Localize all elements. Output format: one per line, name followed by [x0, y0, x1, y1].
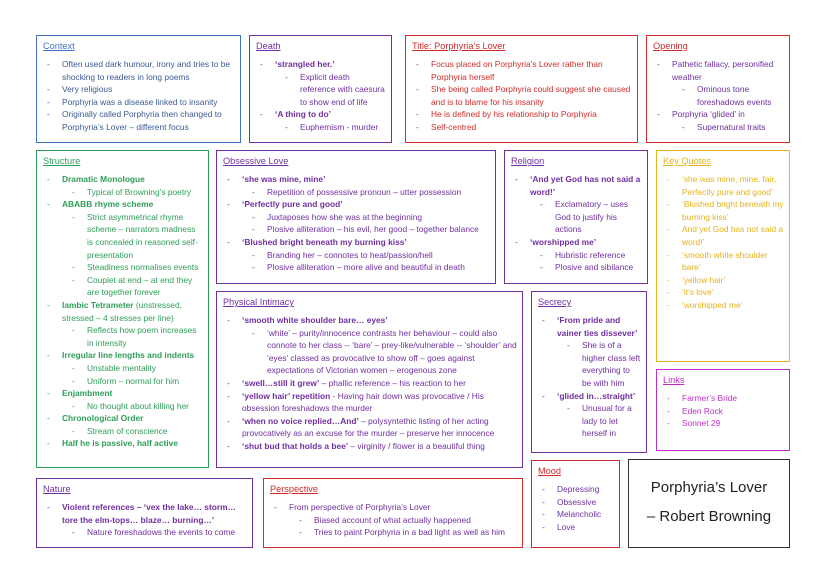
list-item: [43, 58, 235, 83]
bullet-dash: -: [47, 438, 50, 449]
item-text: Farmer’s Bride: [682, 393, 738, 403]
item-text: ‘when no voice replied…And’: [242, 415, 359, 426]
nature-title: Nature: [43, 484, 71, 494]
bullet-dash: -: [682, 121, 685, 132]
list-item: [223, 249, 490, 262]
list-item: [43, 299, 203, 324]
intimacy-title: Physical Intimacy: [223, 297, 294, 307]
item-text: ‘Blushed bright beneath my burning kiss’: [242, 236, 407, 247]
item-text: Depressing: [557, 484, 600, 494]
item-text: Pathetic fallacy, personified weather: [672, 59, 774, 82]
item-text: ‘worshipped me’: [682, 299, 743, 310]
list-item: [223, 173, 490, 186]
bullet-dash: -: [667, 174, 670, 184]
item-text: Strict asymmetrical rhyme scheme – narrators madness is concealed in reasoned self-presentation: [87, 211, 198, 260]
list-item: [663, 198, 784, 223]
mood-list: [538, 483, 614, 533]
poem-title: Porphyria’s Lover: [650, 479, 768, 496]
title-analysis-box: [405, 35, 638, 143]
bullet-dash: -: [657, 109, 660, 120]
bullet-dash: -: [47, 59, 50, 69]
bullet-dash: -: [416, 109, 419, 120]
item-text: Explicit death reference with caesura to show end of life: [300, 71, 385, 107]
item-text: Half he is passive, half active: [62, 438, 178, 449]
bullet-dash: -: [667, 405, 670, 416]
death-title: Death: [256, 41, 281, 51]
item-text: ABABB rhyme scheme: [62, 199, 154, 210]
item-text: ‘yellow hair’: [682, 274, 726, 285]
religion-list: [511, 173, 642, 274]
item-text: Stream of conscience: [87, 425, 168, 436]
item-text: And yet God has not said a word!’: [682, 224, 784, 247]
list-item: [256, 108, 386, 121]
list-item: [43, 362, 203, 375]
links-list: [663, 392, 784, 430]
nature-list: [43, 501, 247, 539]
item-text: ‘Perfectly pure and good’: [242, 199, 343, 210]
item-text: Reflects how poem increases in intensity: [87, 325, 197, 348]
perspective-list: [270, 501, 517, 539]
list-item: [653, 83, 784, 108]
item-text: ‘And yet God has not said a word!’: [530, 174, 641, 197]
item-text: ‘Blushed bright beneath my burning kiss’: [682, 199, 784, 222]
list-item: [43, 324, 203, 349]
bullet-dash: -: [72, 274, 75, 285]
list-item: [43, 198, 203, 211]
bullet-dash: -: [567, 340, 570, 351]
list-item: [43, 349, 203, 362]
bullet-dash: -: [72, 527, 75, 538]
opening-box: [646, 35, 790, 143]
list-item: [43, 261, 203, 274]
item-text: Nature foreshadows the events to come: [87, 527, 236, 538]
bullet-dash: -: [542, 521, 545, 532]
bullet-dash: -: [667, 418, 670, 429]
item-text: ‘she was mine, mine. fair, Perfectly pure and good’: [682, 174, 777, 197]
bullet-dash: -: [542, 509, 545, 520]
item-text: Tries to paint Porphyria in a bad light as well as him: [314, 527, 506, 538]
obsessive-love-box: [216, 150, 496, 284]
bullet-dash: -: [252, 186, 255, 197]
item-text: Eden Rock: [682, 405, 723, 416]
bullet-dash: -: [47, 109, 50, 120]
item-text-continued: – phallic reference – his reaction to her: [319, 377, 466, 388]
list-item: [43, 412, 203, 425]
item-text: He is defined by his relationship to Porphyria: [431, 109, 597, 120]
bullet-dash: -: [72, 362, 75, 373]
item-text: Self-centred: [431, 121, 477, 132]
list-item: [43, 425, 203, 438]
mood-title: Mood: [538, 466, 561, 476]
list-item: [43, 211, 203, 261]
bullet-dash: -: [542, 315, 545, 325]
bullet-dash: -: [299, 514, 302, 525]
list-item: [538, 390, 641, 403]
bullet-dash: -: [47, 413, 50, 424]
list-item: [653, 108, 784, 121]
list-item: [511, 173, 642, 198]
list-item: [663, 405, 784, 418]
bullet-dash: -: [285, 121, 288, 132]
item-text: ‘yellow hair’ repetition: [242, 390, 331, 401]
item-text-continued: (unstressed, stressed – 4 stresses per line): [62, 299, 182, 323]
list-item: [43, 400, 203, 413]
bullet-dash: -: [252, 211, 255, 222]
list-item: [223, 186, 490, 199]
bullet-dash: -: [47, 502, 50, 512]
bullet-dash: -: [667, 224, 670, 235]
secrecy-list: [538, 314, 641, 440]
religion-box: [504, 150, 648, 284]
list-item: [538, 402, 641, 440]
item-text: Steadiness normalises events: [87, 262, 199, 273]
context-list: [43, 58, 235, 134]
title-box-title: Title: Porphyria’s Lover: [412, 41, 506, 51]
bullet-dash: -: [72, 262, 75, 273]
bullet-dash: -: [515, 236, 518, 247]
item-text: Unusual for a lady to let herself in: [582, 403, 632, 439]
bullet-dash: -: [252, 262, 255, 273]
item-text: Typical of Browning’s poetry: [87, 186, 192, 197]
opening-list: [653, 58, 784, 134]
list-item: [663, 299, 784, 312]
bullet-dash: -: [657, 59, 660, 69]
list-item: [256, 121, 386, 134]
item-text: Enjambment: [62, 388, 113, 399]
bullet-dash: -: [540, 262, 543, 273]
item-text: ‘smooth white shoulder bare’: [682, 249, 768, 273]
bullet-dash: -: [227, 174, 230, 184]
bullet-dash: -: [260, 59, 263, 69]
bullet-dash: -: [667, 274, 670, 285]
list-item: [270, 526, 517, 539]
bullet-dash: -: [72, 186, 75, 197]
item-text-continued: - Having hair down was provocative / His obsession foreshadows the murder: [242, 390, 484, 414]
item-text: Very religious: [62, 84, 113, 95]
nature-box: [36, 478, 253, 548]
list-item: [270, 514, 517, 527]
links-title: Links: [663, 375, 685, 385]
item-text-continued: – virginity / flower is a beautiful thing: [348, 440, 485, 451]
structure-title: Structure: [43, 156, 81, 166]
bullet-dash: -: [667, 393, 670, 403]
list-item: [653, 58, 784, 83]
bullet-dash: -: [47, 299, 50, 310]
list-item: [223, 440, 517, 453]
quotes-list: [663, 173, 784, 312]
list-item: [43, 186, 203, 199]
item-text: ‘A thing to do’: [275, 109, 331, 120]
list-item: [412, 121, 632, 134]
links-box: [656, 369, 790, 451]
poem-author: – Robert Browning: [646, 508, 772, 525]
bullet-dash: -: [260, 109, 263, 120]
item-text: Supernatural traits: [697, 121, 766, 132]
item-text: Biased account of what actually happened: [314, 514, 471, 525]
bullet-dash: -: [252, 224, 255, 235]
item-text: Often used dark humour, irony and tries to be shocking to readers in long poems: [62, 59, 231, 82]
list-item: [43, 96, 235, 109]
list-item: [511, 261, 642, 274]
religion-title: Religion: [511, 156, 545, 166]
list-item: [223, 377, 517, 390]
bullet-dash: -: [542, 496, 545, 507]
list-item: [663, 173, 784, 198]
bullet-dash: -: [47, 84, 50, 95]
list-item: [663, 417, 784, 430]
bullet-dash: -: [416, 84, 419, 95]
bullet-dash: -: [540, 249, 543, 260]
context-box: [36, 35, 241, 143]
list-item: [223, 236, 490, 249]
list-item: [43, 108, 235, 133]
list-item: [663, 392, 784, 405]
item-text: Juxtaposes how she was at the beginning: [267, 211, 423, 222]
item-text: Violent references – ‘vex the lake… storm… tore the elm-tops… blaze… burning…’: [62, 502, 236, 525]
item-text: ‘it’s love’: [682, 287, 714, 298]
bullet-dash: -: [542, 484, 545, 494]
list-item: [43, 375, 203, 388]
item-text: Exclamatory – uses God to justify his actions: [555, 199, 629, 235]
title-box-list: [412, 58, 632, 134]
list-item: [223, 198, 490, 211]
list-item: [43, 437, 203, 450]
item-text: Plosive alliteration – his evil, her good – together balance: [267, 224, 479, 235]
bullet-dash: -: [515, 174, 518, 184]
item-text: Euphemism - murder: [300, 121, 379, 132]
structure-list: [43, 173, 203, 450]
item-text: Branding her – connotes to heat/passion/hell: [267, 249, 433, 260]
list-item: [223, 415, 517, 440]
item-text: ‘smooth white shoulder bare… eyes’: [242, 315, 388, 325]
mood-box: [531, 460, 620, 548]
item-text: ‘she was mine, mine’: [242, 174, 326, 184]
item-text: ‘shut bud that holds a bee’: [242, 440, 349, 451]
obsessive-list: [223, 173, 490, 274]
item-text: Love: [557, 521, 576, 532]
list-item: [256, 71, 386, 109]
item-text: Uniform – normal for him: [87, 375, 180, 386]
list-item: [223, 223, 490, 236]
bullet-dash: -: [416, 59, 419, 69]
bullet-dash: -: [227, 377, 230, 388]
item-text: Repetition of possessive pronoun – utter possession: [267, 186, 462, 197]
structure-box: [36, 150, 209, 468]
item-text: Chronological Order: [62, 413, 144, 424]
bullet-dash: -: [667, 287, 670, 298]
item-text: ‘strangled her.’: [275, 59, 335, 69]
bullet-dash: -: [227, 199, 230, 210]
list-item: [538, 339, 641, 389]
bullet-dash: -: [227, 415, 230, 426]
bullet-dash: -: [542, 390, 545, 401]
bullet-dash: -: [72, 325, 75, 336]
list-item: [663, 223, 784, 248]
item-text: Hubristic reference: [555, 249, 626, 260]
item-text: Obsessive: [557, 496, 597, 507]
quotes-title: Key Quotes: [663, 156, 712, 166]
item-text: Melancholic: [557, 509, 602, 520]
list-item: [223, 314, 517, 327]
death-box: [249, 35, 392, 143]
bullet-dash: -: [47, 96, 50, 107]
item-text: Sonnet 29: [682, 418, 721, 429]
list-item: [538, 521, 614, 534]
bullet-dash: -: [72, 400, 75, 411]
item-text: ‘white’ – purity/innocence contrasts her behaviour – could also connote to her class -- ‘bare’ – prey-like/vulnerable -- ‘shoulder’ and ‘eyes’ classed as provocative to show off – goes against expectations of Victorian women – erogenous zone: [267, 327, 517, 376]
item-text: Irregular line lengths and indents: [62, 350, 195, 361]
list-item: [511, 198, 642, 236]
secrecy-box: [531, 291, 647, 453]
bullet-dash: -: [567, 403, 570, 414]
intimacy-list: [223, 314, 517, 453]
bullet-dash: -: [227, 390, 230, 401]
item-text: Unstable mentality: [87, 362, 156, 373]
obsessive-title: Obsessive Love: [223, 156, 289, 166]
list-item: [538, 483, 614, 496]
context-title: Context: [43, 41, 75, 51]
perspective-box: [263, 478, 523, 548]
bullet-dash: -: [299, 527, 302, 538]
list-item: [663, 286, 784, 299]
bullet-dash: -: [667, 199, 670, 210]
bullet-dash: -: [47, 199, 50, 210]
item-text: From perspective of Porphyria’s Lover: [289, 502, 431, 512]
list-item: [412, 83, 632, 108]
item-text: ‘From pride and vainer ties dissever’: [557, 315, 638, 338]
bullet-dash: -: [72, 375, 75, 386]
bullet-dash: -: [667, 249, 670, 260]
list-item: [663, 274, 784, 287]
item-text: Iambic Tetrameter: [62, 299, 134, 310]
list-item: [412, 58, 632, 83]
item-text: Porphyria was a disease linked to insanity: [62, 96, 218, 107]
list-item: [43, 387, 203, 400]
item-text: Plosive and sibilance: [555, 262, 634, 273]
item-text: ‘worshipped me’: [530, 236, 597, 247]
list-item: [223, 390, 517, 415]
bullet-dash: -: [274, 502, 277, 512]
item-text: Originally called Porphyria then changed to Porphyria’s Lover – different focus: [62, 109, 222, 132]
bullet-dash: -: [47, 388, 50, 399]
list-item: [653, 121, 784, 134]
item-text: Ominous tone foreshadows events: [697, 84, 772, 107]
item-text-continued: – polysyntethic listing of her acting provocatively as an excuse for the murder – preserve her innocence: [242, 415, 495, 439]
list-item: [43, 526, 247, 539]
opening-title: Opening: [653, 41, 688, 51]
key-quotes-box: [656, 150, 790, 362]
list-item: [270, 501, 517, 514]
list-item: [511, 249, 642, 262]
list-item: [43, 274, 203, 299]
bullet-dash: -: [72, 211, 75, 222]
bullet-dash: -: [227, 440, 230, 451]
bullet-dash: -: [227, 236, 230, 247]
item-text: She is of a higher class left everything to be with him: [582, 340, 641, 388]
item-text: Plosive alliteration – more alive and beautiful in death: [267, 262, 465, 273]
poem-title-box: [628, 459, 790, 548]
list-item: [538, 508, 614, 521]
bullet-dash: -: [252, 327, 255, 338]
list-item: [43, 501, 247, 526]
list-item: [223, 327, 517, 377]
death-list: [256, 58, 386, 134]
list-item: [511, 236, 642, 249]
list-item: [256, 58, 386, 71]
list-item: [43, 83, 235, 96]
item-text: Porphyria ‘glided’ in: [672, 109, 745, 120]
item-text: ‘glided in…straight’: [557, 390, 636, 401]
perspective-title: Perspective: [270, 484, 319, 494]
list-item: [663, 249, 784, 274]
item-text: No thought about killing her: [87, 400, 189, 411]
bullet-dash: -: [540, 199, 543, 210]
item-text: Couplet at end – at end they are together forever: [87, 274, 193, 298]
bullet-dash: -: [416, 121, 419, 132]
list-item: [538, 496, 614, 509]
secrecy-title: Secrecy: [538, 297, 572, 307]
bullet-dash: -: [72, 425, 75, 436]
bullet-dash: -: [285, 71, 288, 82]
item-text: Dramatic Monologue: [62, 174, 145, 184]
item-text: ‘swell…still it grew’: [242, 377, 320, 388]
list-item: [223, 211, 490, 224]
list-item: [538, 314, 641, 339]
bullet-dash: -: [227, 315, 230, 325]
item-text: She being called Porphyria could suggest she caused and is to blame for his insanity: [431, 84, 631, 107]
bullet-dash: -: [252, 249, 255, 260]
bullet-dash: -: [47, 350, 50, 361]
bullet-dash: -: [47, 174, 50, 184]
list-item: [223, 261, 490, 274]
list-item: [43, 173, 203, 186]
bullet-dash: -: [682, 84, 685, 95]
list-item: [412, 108, 632, 121]
item-text: Focus placed on Porphyria’s Lover rather than Porphyria herself: [431, 59, 603, 82]
bullet-dash: -: [667, 299, 670, 310]
physical-intimacy-box: [216, 291, 523, 468]
